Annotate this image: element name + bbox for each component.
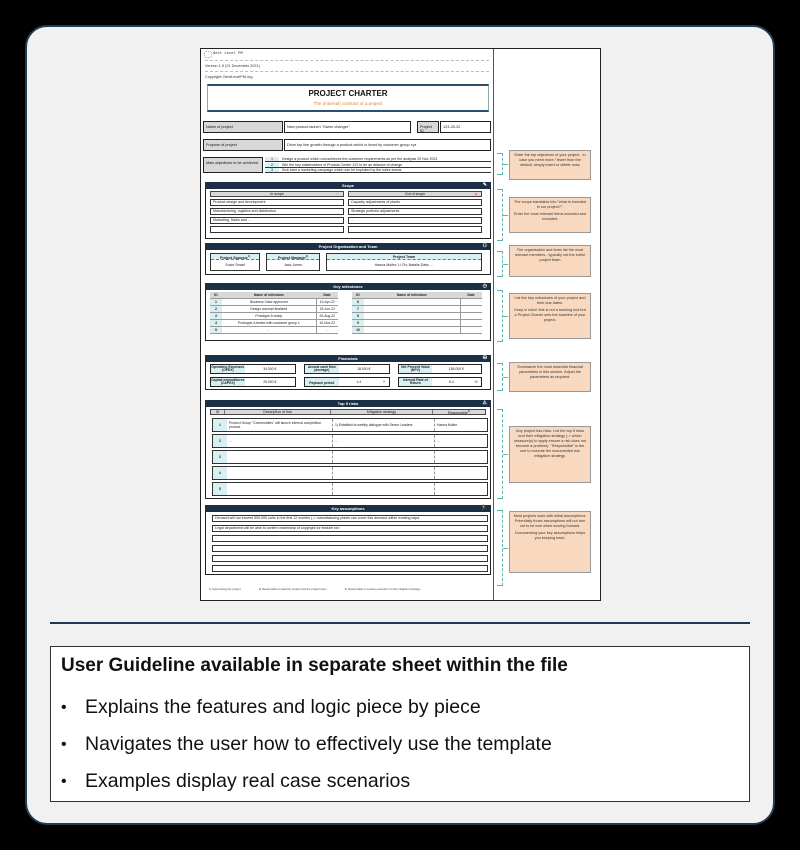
out-of-scope-header bbox=[348, 191, 482, 197]
out-of-scope-item[interactable]: Strategic portfolio adjustments bbox=[348, 208, 482, 215]
milestone-id: 2 bbox=[210, 305, 222, 312]
risks-section bbox=[205, 407, 491, 499]
objective-row[interactable] bbox=[265, 168, 491, 173]
milestone-id: 6 bbox=[352, 298, 364, 305]
milestone-name: Prototype A ready bbox=[222, 312, 316, 319]
divider bbox=[205, 60, 489, 61]
milestone-row[interactable] bbox=[352, 312, 482, 319]
people-icon: ⚇ bbox=[482, 243, 487, 249]
note-bracket bbox=[497, 290, 503, 342]
milestone-name: Business Case approved bbox=[222, 298, 316, 305]
assumptions-section bbox=[205, 512, 491, 575]
project-name-field[interactable]: New product launch "Game changer" bbox=[284, 121, 411, 133]
guideline-item bbox=[61, 726, 552, 763]
milestone-id: 5 bbox=[210, 326, 222, 333]
milestone-row[interactable] bbox=[210, 326, 338, 333]
purpose-field[interactable]: Drive top line growth through a product which is loved by customer group xyz bbox=[284, 139, 491, 151]
capex-label: Capital expenditures (CAPEX) bbox=[211, 377, 245, 386]
check-icon: ✓ bbox=[335, 192, 339, 196]
note-financials bbox=[509, 362, 591, 392]
in-scope-item[interactable]: Product design and development bbox=[210, 199, 344, 206]
opex-label: Operating Expenses (OPEX) bbox=[211, 364, 245, 373]
risk-row[interactable] bbox=[212, 434, 488, 448]
milestone-date: 10-Apr-22 bbox=[316, 298, 338, 305]
note-scope bbox=[509, 197, 591, 233]
team-value: Hanna Muller; Li Oh; Natalie Data; ... bbox=[374, 263, 434, 267]
project-id-label: Project ID bbox=[417, 121, 439, 133]
milestones-section-header bbox=[205, 283, 491, 290]
guideline-item bbox=[61, 689, 552, 726]
col-header-date: Date bbox=[316, 292, 338, 298]
risk-description bbox=[227, 467, 333, 479]
milestone-id: 9 bbox=[352, 319, 364, 326]
note-milestones bbox=[509, 293, 591, 339]
in-scope-label: In scope bbox=[270, 192, 284, 196]
milestone-name bbox=[364, 326, 460, 333]
footnotes bbox=[209, 587, 420, 591]
opex-value: 34.000 € bbox=[263, 367, 277, 371]
footnote: 2) Responsible to lead the project and the project team bbox=[258, 587, 327, 591]
assumption-row[interactable]: Legal department will be able to confirm ownership of copyright for feature xxx bbox=[212, 525, 488, 532]
milestone-id: 3 bbox=[210, 312, 222, 319]
footnote: 1) Supervising the project bbox=[209, 587, 241, 591]
assumption-row[interactable]: ... bbox=[212, 535, 488, 542]
milestone-date: ... bbox=[316, 326, 338, 333]
guideline-item bbox=[61, 763, 552, 800]
note-text: Keep in mind: this is not a tracking tool but a Project Charter sets the baseline of your project. bbox=[514, 308, 586, 322]
milestone-date bbox=[460, 298, 482, 305]
risk-icon: ⚠ bbox=[482, 400, 487, 406]
out-of-scope-item[interactable] bbox=[348, 226, 482, 233]
milestone-id: 4 bbox=[210, 319, 222, 326]
bullet-icon: • bbox=[61, 773, 67, 790]
npv-value: 185.000 € bbox=[448, 367, 464, 371]
note-text: The organisation and team list the most relevant members - typically not the entire project team bbox=[514, 248, 586, 262]
irr-unit: % bbox=[474, 380, 478, 384]
note-text: Summarize the most essential financial parameters in this section. Adjust the parameters as required. bbox=[517, 365, 583, 379]
col-header-id: ID bbox=[211, 410, 225, 414]
milestone-date: 15-Jun-22 bbox=[316, 305, 338, 312]
col-header-id: ID bbox=[210, 292, 222, 298]
col-header-responsible: Responsible$^{3)}$ bbox=[448, 410, 470, 416]
logo-icon bbox=[204, 51, 212, 58]
manager-value: Jack Jones bbox=[284, 263, 302, 267]
milestone-id: 8 bbox=[352, 312, 364, 319]
manager-box[interactable] bbox=[266, 253, 320, 271]
milestone-id: 1 bbox=[210, 298, 222, 305]
risk-mitigation: ... bbox=[333, 435, 435, 447]
milestone-row[interactable] bbox=[210, 312, 338, 319]
logo-text: Next Level PM bbox=[213, 52, 243, 56]
risk-id: 1 bbox=[213, 419, 227, 431]
objective-number: 2 bbox=[265, 163, 279, 168]
team-section-header bbox=[205, 243, 491, 250]
objective-row[interactable] bbox=[265, 163, 491, 168]
payback-label: Payback period bbox=[305, 378, 339, 386]
risks-table-header bbox=[210, 409, 486, 415]
charter-main-area bbox=[203, 49, 491, 600]
objectives-label: Main objectives to be achieved bbox=[203, 157, 263, 173]
irr-value: 8,4 bbox=[449, 380, 454, 384]
capex-field[interactable] bbox=[210, 377, 296, 387]
col-header-name: Name of milestone bbox=[222, 292, 316, 298]
payback-value: 1,4 bbox=[356, 380, 362, 384]
assumption-row[interactable] bbox=[212, 545, 488, 552]
sponsor-value: Suzie Smart bbox=[225, 263, 245, 267]
payback-field[interactable] bbox=[304, 377, 390, 387]
column-divider bbox=[493, 49, 494, 600]
risk-row[interactable] bbox=[212, 450, 488, 464]
section-title: Scope bbox=[341, 183, 354, 188]
project-charter-sheet bbox=[200, 48, 601, 601]
divider bbox=[205, 71, 489, 72]
note-text: Enter the top objectives of your project - in case you need more / fewer than the default, simply insert or delete rows bbox=[514, 153, 586, 167]
milestone-row[interactable] bbox=[210, 319, 338, 326]
risk-row[interactable] bbox=[212, 482, 488, 496]
risk-description bbox=[227, 451, 333, 463]
charter-title-box bbox=[207, 84, 489, 112]
assumptions-section-header bbox=[205, 505, 491, 512]
objective-number: 3 bbox=[265, 168, 279, 173]
milestone-date bbox=[460, 326, 482, 333]
npv-field[interactable] bbox=[398, 364, 482, 374]
milestone-name bbox=[364, 298, 460, 305]
milestone-name: Design concept finalised bbox=[222, 305, 316, 312]
bullet-icon: • bbox=[61, 736, 67, 753]
risk-responsible bbox=[435, 451, 487, 463]
section-divider bbox=[50, 622, 750, 624]
risk-id: 5 bbox=[213, 483, 227, 495]
risk-mitigation: 1) Establish bi-weekly dialogue with Senior Leaders bbox=[333, 419, 435, 431]
opex-field[interactable] bbox=[210, 364, 296, 374]
milestone-date: 10-Nov-22 bbox=[316, 319, 338, 326]
project-name-label: Name of project bbox=[203, 121, 283, 133]
npv-label: Net Present Value (NPV) bbox=[399, 365, 432, 373]
milestone-row[interactable] bbox=[352, 305, 482, 312]
note-bracket bbox=[497, 510, 503, 586]
milestone-row[interactable] bbox=[352, 326, 482, 333]
cash-flow-field[interactable] bbox=[304, 364, 390, 374]
guideline-item-text: Examples display real case scenarios bbox=[85, 770, 411, 792]
page-subtitle: The (internal) contract of a project bbox=[313, 101, 383, 106]
team-section bbox=[205, 250, 491, 275]
risk-id: 3 bbox=[213, 451, 227, 463]
objective-text: Kick start a marketing campaign which can be exploited by the sales teams bbox=[282, 168, 402, 172]
risk-description: ... bbox=[227, 435, 333, 447]
milestone-date bbox=[460, 319, 482, 326]
milestone-row[interactable] bbox=[352, 319, 482, 326]
risk-id: 4 bbox=[213, 467, 227, 479]
milestone-row[interactable] bbox=[210, 298, 338, 305]
footnote: 3) Responsible to ensure execution of risk mitigation strategy bbox=[344, 587, 421, 591]
note-text: List the key milestones of your project and their due dates. bbox=[514, 296, 586, 305]
milestone-name: Prototype A tested with customer group x bbox=[222, 319, 316, 326]
assumption-row[interactable] bbox=[212, 555, 488, 562]
copyright-text: Copyright: NextLevelPM.org bbox=[205, 75, 253, 79]
financials-section-header bbox=[205, 355, 491, 362]
objective-number: 1 bbox=[265, 157, 279, 162]
milestone-id: 10 bbox=[352, 326, 364, 333]
col-header-mitigation: Mitigation strategy bbox=[331, 410, 433, 414]
milestone-name bbox=[364, 305, 460, 312]
milestone-name: ... bbox=[222, 326, 316, 333]
team-box[interactable] bbox=[326, 253, 482, 271]
note-bracket bbox=[497, 409, 503, 499]
manager-label: Project Manager$^{2)}$ bbox=[267, 254, 319, 260]
milestone-row[interactable] bbox=[352, 298, 482, 305]
irr-field[interactable] bbox=[398, 377, 482, 387]
milestone-date bbox=[460, 305, 482, 312]
out-of-scope-label: Out of scope bbox=[404, 192, 426, 196]
risk-responsible bbox=[435, 483, 487, 495]
financials-section bbox=[205, 362, 491, 390]
payback-unit: Y bbox=[382, 380, 386, 384]
objective-text: Design a product which overachieves the customer requirements as per the analysis 20 Nov 2021 bbox=[282, 157, 438, 161]
team-label: Project Team bbox=[327, 254, 481, 260]
in-scope-item[interactable] bbox=[210, 226, 344, 233]
cross-icon: ■ bbox=[475, 192, 477, 196]
milestone-name bbox=[364, 319, 460, 326]
col-header-name: Name of milestone bbox=[364, 292, 460, 298]
note-assumptions bbox=[509, 511, 591, 573]
milestones-table-right bbox=[352, 292, 482, 334]
project-id-field[interactable]: 123-33-22 bbox=[440, 121, 491, 133]
bullet-icon: • bbox=[61, 699, 67, 716]
assumption-row[interactable] bbox=[212, 565, 488, 572]
risk-row[interactable] bbox=[212, 466, 488, 480]
milestone-date bbox=[460, 312, 482, 319]
risk-responsible: ... bbox=[437, 438, 440, 443]
risk-description bbox=[227, 483, 333, 495]
risk-description: Product Group "Commodities" will launch internal competition product bbox=[227, 419, 333, 431]
milestone-row[interactable] bbox=[210, 305, 338, 312]
objective-row[interactable] bbox=[265, 157, 491, 162]
risk-responsible: Hanna Muller bbox=[437, 422, 458, 427]
milestones-table-left bbox=[210, 292, 338, 334]
note-text: Documenting your key assumptions helps you keeping track. bbox=[514, 531, 586, 540]
note-bracket bbox=[497, 363, 503, 391]
section-title: Key assumptions bbox=[331, 506, 365, 511]
page-title: PROJECT CHARTER bbox=[308, 89, 388, 98]
sponsor-box[interactable] bbox=[210, 253, 260, 271]
risk-responsible bbox=[435, 467, 487, 479]
runner-icon: 🏃 bbox=[480, 505, 487, 511]
milestone-name bbox=[364, 312, 460, 319]
money-icon: ⛁ bbox=[482, 355, 487, 361]
cash-flow-value: 18.000 € bbox=[357, 367, 371, 371]
risk-mitigation bbox=[333, 483, 435, 495]
note-text: Enter the most relevant items included and excluded. bbox=[514, 212, 586, 221]
in-scope-item[interactable]: Manufacturing, logistics and distribution bbox=[210, 208, 344, 215]
purpose-label: Purpose of project bbox=[203, 139, 283, 151]
note-team bbox=[509, 245, 591, 277]
risk-mitigation bbox=[333, 467, 435, 479]
milestone-date: 20-Aug-22 bbox=[316, 312, 338, 319]
note-text: Any project has risks. List the top 5 risks and their mitigation strategy (-> which measure(s) to apply ensure a risk does not become a problem). "Responsible" is the one to execute the documented risk mitigation strategy. bbox=[514, 429, 586, 458]
section-title: Project Organisation and Team bbox=[318, 244, 378, 249]
cash-flow-label: Annual cash flow (average) bbox=[305, 365, 339, 373]
objective-text: Win the key stakeholders of Product Center 123 to be an alliance of change bbox=[282, 162, 403, 167]
note-objectives bbox=[509, 150, 591, 180]
guideline-item-text: Explains the features and logic piece by piece bbox=[85, 696, 481, 718]
version-text: Version 1.5 (21 December 2021) bbox=[205, 64, 260, 68]
user-guideline-box bbox=[50, 646, 750, 802]
irr-label: Internal Rate of Return bbox=[399, 378, 432, 386]
note-text: Most projects work with initial assumptions. Potentially those assumptions will not turn out to be true when moving forward. bbox=[513, 514, 587, 528]
out-of-scope-item[interactable]: ... bbox=[348, 217, 482, 224]
out-of-scope-item[interactable]: Capacity adjustments of plants bbox=[348, 199, 482, 206]
guideline-item-text: Navigates the user how to effectively use the template bbox=[85, 733, 552, 755]
guideline-title: User Guideline available in separate sheet within the file bbox=[61, 655, 568, 676]
in-scope-item[interactable]: Marketing, Sales and ... bbox=[210, 217, 344, 224]
scope-section bbox=[205, 189, 491, 239]
note-bracket bbox=[497, 189, 503, 241]
guideline-list bbox=[61, 689, 552, 800]
col-header-date: Date bbox=[460, 292, 482, 298]
note-bracket bbox=[497, 251, 503, 277]
col-header-description: Description of risk bbox=[225, 410, 331, 414]
col-header-id: ID bbox=[352, 292, 364, 298]
milestones-section bbox=[205, 290, 491, 341]
edit-icon: ✎ bbox=[482, 182, 487, 188]
risks-section-header bbox=[205, 400, 491, 407]
risk-row[interactable] bbox=[212, 418, 488, 432]
section-title: Financials bbox=[338, 356, 358, 361]
milestone-id: 7 bbox=[352, 305, 364, 312]
section-title: Top 5 risks bbox=[337, 401, 359, 406]
capex-value: 25.000 € bbox=[263, 380, 277, 384]
section-title: Key milestones bbox=[333, 284, 363, 289]
note-risks bbox=[509, 426, 591, 483]
scope-section-header bbox=[205, 182, 491, 189]
in-scope-header bbox=[210, 191, 344, 197]
assumption-row[interactable]: Demand will not exceed 500.000 units in the first 12 months (-> manufacturing plants can cover this demand within existing capa bbox=[212, 515, 488, 522]
clock-icon: ◷ bbox=[482, 283, 487, 289]
note-bracket bbox=[497, 153, 503, 175]
risk-id: 2 bbox=[213, 435, 227, 447]
sponsor-label: Project Sponsor$^{1)}$ bbox=[211, 254, 259, 260]
note-text: The scope translates into "what is included in our project?". bbox=[514, 200, 586, 209]
risk-mitigation bbox=[333, 451, 435, 463]
